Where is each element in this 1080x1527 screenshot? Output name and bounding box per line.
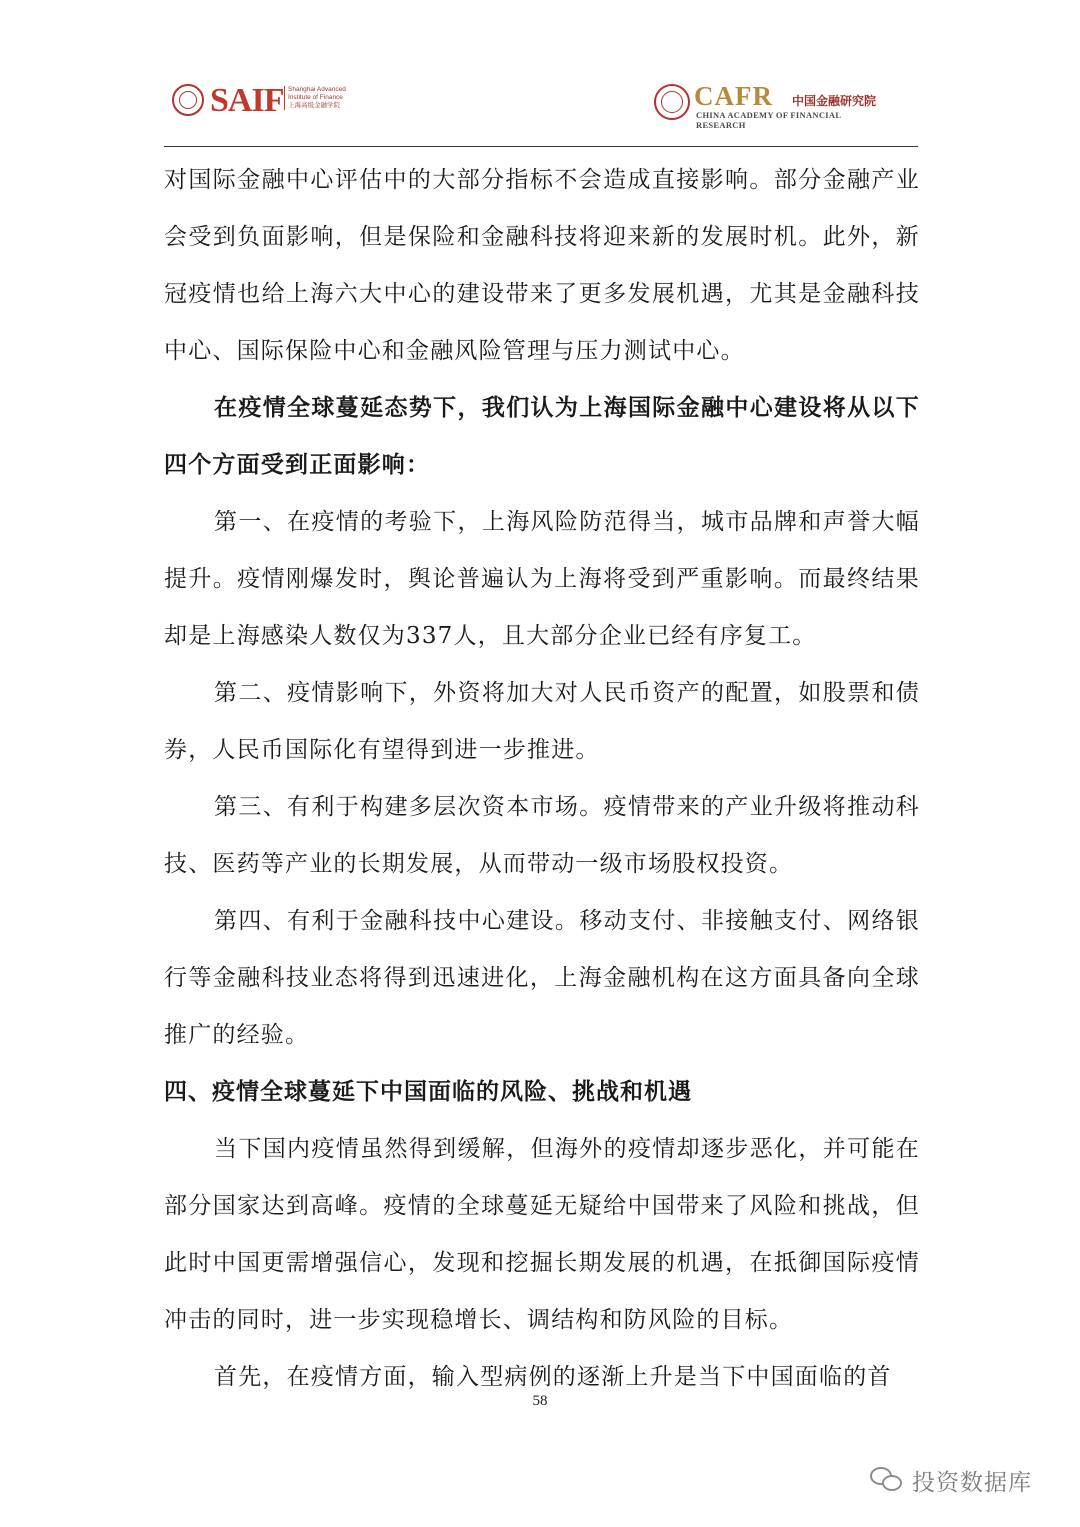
cafr-logo-en: CHINA ACADEMY OF FINANCIAL RESEARCH <box>696 110 841 130</box>
header-divider <box>164 146 918 147</box>
saif-sub-cn: 上海高级金融学院 <box>288 102 340 109</box>
wechat-icon <box>870 1465 906 1495</box>
paragraph-5: 第三、有利于构建多层次资本市场。疫情带来的产业升级将推动科技、医药等产业的长期发展，从而带动一级市场股权投资。 <box>164 794 920 877</box>
cafr-logo <box>652 81 892 130</box>
watermark <box>870 1462 1032 1498</box>
cafr-seal-icon <box>654 84 690 120</box>
paragraph-1: 对国际金融中心评估中的大部分指标不会造成直接影响。部分金融产业会受到负面影响，但是保险和金融科技将迎来新的发展时机。此外，新冠疫情也给上海六大中心的建设带来了更多发展机遇，尤其是金融科技中心、国际保险中心和金融风险管理与压力测试中心。 <box>164 167 920 364</box>
paragraph-8: 首先，在疫情方面，输入型病例的逐渐上升是当下中国面临的首 <box>214 1364 892 1390</box>
paragraph-6: 第四、有利于金融科技中心建设。移动支付、非接触支付、网络银行等金融科技业态将得到迅速进化，上海金融机构在这方面具备向全球推广的经验。 <box>164 908 920 1048</box>
paragraph-7: 当下国内疫情虽然得到缓解，但海外的疫情却逐步恶化，并可能在部分国家达到高峰。疫情的全球蔓延无疑给中国带来了风险和挑战，但此时中国更需增强信心，发现和挖掘长期发展的机遇，在抵御国际疫情冲击的同时，进一步实现稳增长、调结构和防风险的目标。 <box>164 1136 920 1333</box>
watermark-text: 投资数据库 <box>912 1469 1032 1496</box>
cafr-logo-cn: 中国金融研究院 <box>792 94 877 108</box>
paragraph-2-bold: 在疫情全球蔓延态势下，我们认为上海国际金融中心建设将从以下四个方面受到正面影响： <box>164 395 920 478</box>
saif-seal-icon <box>172 84 204 116</box>
saif-logo-word: SAIF <box>210 82 284 119</box>
saif-sub-en-2: Institute of Finance <box>288 94 343 101</box>
paragraph-4: 第二、疫情影响下，外资将加大对人民币资产的配置，如股票和债券，人民币国际化有望得到进一步推进。 <box>164 680 920 763</box>
document-body <box>164 152 920 1406</box>
paragraph-3: 第一、在疫情的考验下，上海风险防范得当，城市品牌和声誉大幅提升。疫情刚爆发时，舆论普遍认为上海将受到严重影响。而最终结果却是上海感染人数仅为337人，且大部分企业已经有序复工。 <box>164 509 920 649</box>
saif-sub-en-1: Shanghai Advanced <box>288 86 346 93</box>
cafr-logo-word: CAFR <box>694 81 773 111</box>
section-heading: 四、疫情全球蔓延下中国面临的风险、挑战和机遇 <box>164 1079 692 1105</box>
page-number: 58 <box>532 1393 548 1409</box>
saif-logo <box>172 82 357 122</box>
saif-logo-subtitle <box>284 86 368 110</box>
